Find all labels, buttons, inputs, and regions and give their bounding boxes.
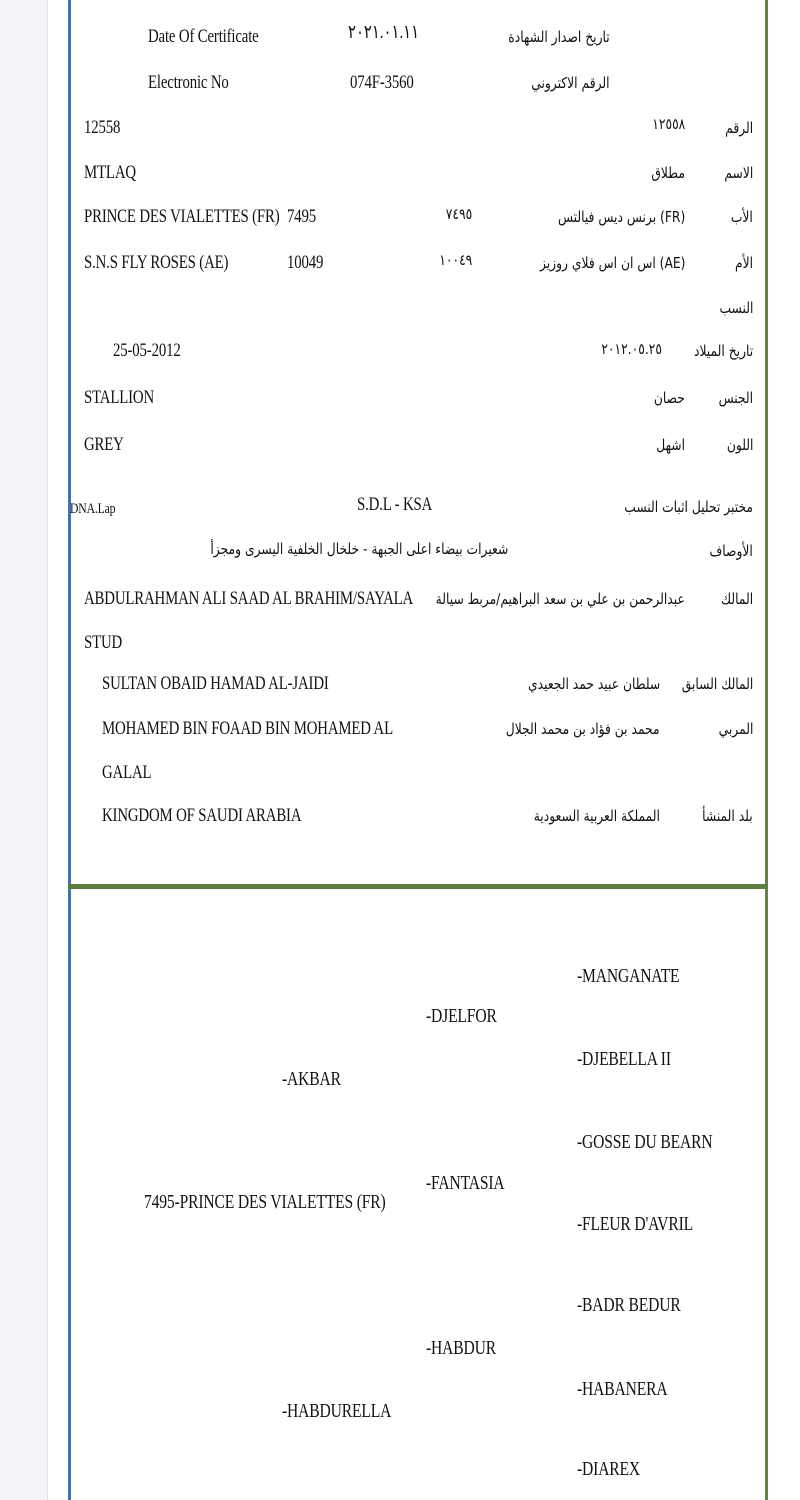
horse-number-label-ar: الرقم — [724, 119, 753, 137]
previous-owner-ar: سلطان عبيد حمد الجعيدي — [527, 675, 660, 693]
owner-line-2: STUD — [84, 632, 123, 653]
owner-line-1: ABDULRAHMAN ALI SAAD AL BRAHIM/SAYALA — [84, 588, 414, 609]
sire-name: PRINCE DES VIALETTES (FR) — [84, 206, 280, 227]
dna-lab-value: S.D.L - KSA — [357, 494, 433, 515]
owner-label-ar: المالك — [720, 590, 753, 608]
sex-label-ar: الجنس — [718, 389, 753, 407]
sire-number-ar: ٧٤٩٥ — [445, 205, 472, 223]
breeder-line-2: GALAL — [102, 762, 152, 783]
date-of-certificate-label: Date Of Certificate — [148, 26, 259, 47]
sex-ar: حصان — [653, 389, 685, 407]
date-of-birth: 25-05-2012 — [113, 340, 181, 361]
color-label-ar: اللون — [726, 436, 753, 454]
date-of-certificate-value: ٢٠٢١.٠١.١١ — [348, 22, 420, 43]
sex: STALLION — [84, 387, 155, 408]
sire-label-ar: الأب — [730, 208, 753, 226]
country-label-ar: بلد المنشأ — [702, 807, 753, 825]
horse-number-ar: ١٢٥٥٨ — [651, 115, 685, 133]
dam-label-ar: الأم — [734, 254, 753, 272]
pedigree-gen4-item: -BADR BEDUR — [577, 1294, 681, 1316]
certificate-left-border — [68, 0, 71, 1500]
certificate-right-border — [765, 0, 768, 1500]
pedigree-gen4-item: -MANGANATE — [577, 965, 680, 987]
dam-number: 10049 — [287, 252, 324, 273]
date-of-birth-ar: ٢٠١٢.٠٥.٢٥ — [601, 340, 662, 358]
previous-owner: SULTAN OBAID HAMAD AL-JAIDI — [102, 673, 329, 694]
breeder-label-ar: المربي — [718, 720, 753, 738]
pedigree-gen4-item: -DIAREX — [577, 1458, 641, 1480]
color-ar: اشهل — [656, 436, 685, 454]
lineage-label-ar: النسب — [719, 299, 753, 317]
left-gutter — [0, 0, 48, 1500]
pedigree-gen3-item: -HABDUR — [426, 1337, 496, 1359]
pedigree-sire: 7495-PRINCE DES VIALETTES (FR) — [144, 1191, 386, 1213]
pedigree-gen4-item: -FLEUR D'AVRIL — [577, 1213, 694, 1235]
previous-owner-label-ar: المالك السابق — [681, 675, 753, 693]
dam-name-ar: (AE) اس ان اس فلاي روزيز — [539, 254, 685, 272]
owner-ar: عبدالرحمن بن علي بن سعد البراهيم/مربط سيالة — [435, 590, 685, 608]
horse-number: 12558 — [84, 117, 121, 138]
markings-ar: شعيرات بيضاء اعلى الجبهة - خلخال الخلفية اليسرى ومجزأ — [210, 540, 508, 558]
country-of-origin-ar: المملكة العربية السعودية — [533, 807, 660, 825]
country-of-origin: KINGDOM OF SAUDI ARABIA — [102, 805, 302, 826]
gutter-border — [47, 0, 48, 1500]
dna-lab-label-ar: مختبر تحليل اثبات النسب — [624, 498, 753, 516]
horse-name-label-ar: الاسم — [724, 164, 753, 182]
horse-name-ar: مطلاق — [651, 164, 685, 182]
dam-name: S.N.S FLY ROSES (AE) — [84, 252, 229, 273]
pedigree-gen3-item: -FANTASIA — [426, 1172, 505, 1194]
electronic-no-label: Electronic No — [148, 72, 229, 93]
dam-number-ar: ١٠٠٤٩ — [438, 251, 472, 269]
breeder-ar: محمد بن فؤاد بن محمد الجلال — [506, 720, 660, 738]
electronic-no-label-ar: الرقم الاكتروني — [531, 74, 610, 92]
pedigree-gen4-item: -HABANERA — [577, 1378, 668, 1400]
section-divider — [68, 884, 768, 889]
date-of-certificate-label-ar: تاريخ اصدار الشهادة — [508, 28, 610, 46]
date-of-birth-label-ar: تاريخ الميلاد — [693, 342, 753, 360]
pedigree-sire-dam: -HABDURELLA — [282, 1400, 392, 1422]
markings-label-ar: الأوصاف — [709, 542, 753, 560]
horse-name: MTLAQ — [84, 162, 136, 183]
pedigree-gen4-item: -DJEBELLA II — [577, 1048, 671, 1070]
dna-lab-label: DNA.Lap — [70, 501, 116, 517]
sire-name-ar: (FR) برنس ديس فيالتس — [557, 208, 685, 226]
breeder-line-1: MOHAMED BIN FOAAD BIN MOHAMED AL — [102, 718, 394, 739]
pedigree-gen3-item: -DJELFOR — [426, 1005, 497, 1027]
color: GREY — [84, 434, 124, 455]
electronic-no-value: 074F-3560 — [350, 72, 414, 93]
pedigree-gen4-item: -GOSSE DU BEARN — [577, 1131, 713, 1153]
pedigree-sire-sire: -AKBAR — [282, 1068, 341, 1090]
sire-number: 7495 — [287, 206, 317, 227]
